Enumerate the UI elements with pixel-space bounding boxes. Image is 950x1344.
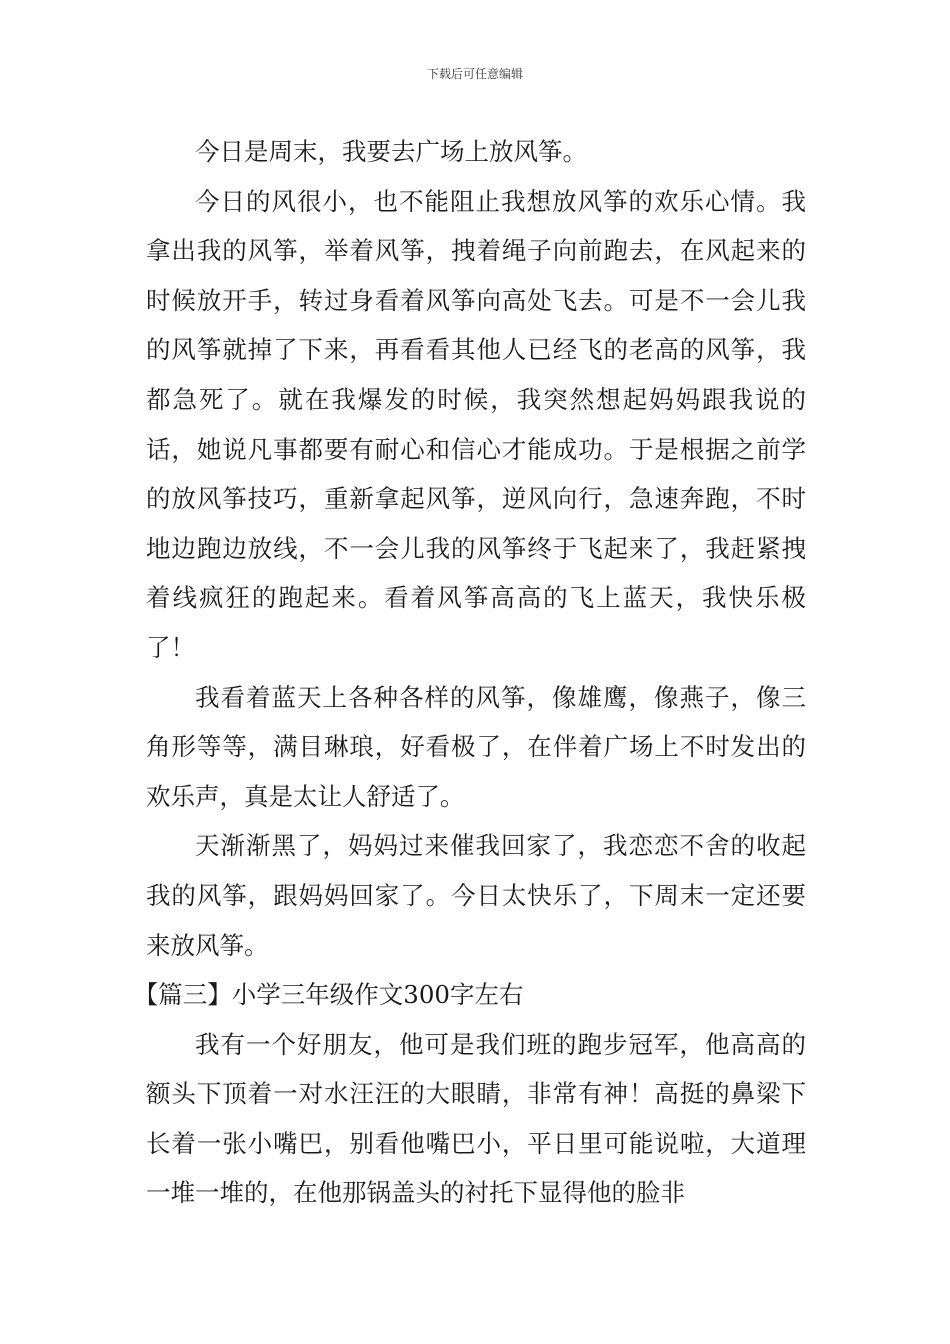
paragraph-4: 天渐渐黑了，妈妈过来催我回家了，我恋恋不舍的收起我的风筝，跟妈妈回家了。今日太快乐了，下周末一定还要来放风筝。	[146, 831, 806, 960]
section-heading: 【篇三】小学三年级作文300字左右	[133, 980, 524, 1010]
paragraph-2: 今日的风很小，也不能阻止我想放风筝的欢乐心情。我拿出我的风筝，举着风筝，拽着绳子向前跑去，在风起来的时候放开手，转过身看着风筝向高处飞去。可是不一会儿我的风筝就掉了下来，再看看其他人已经飞的老高的风筝，我都急死了。就在我爆发的时候，我突然想起妈妈跟我说的话，她说凡事都要有耐心和信心才能成功。于是根据之前学的放风筝技巧，重新拿起风筝，逆风向行，急速奔跑，不时地边跑边放线，不一会儿我的风筝终于飞起来了，我赶紧拽着线疯狂的跑起来。看着风筝高高的飞上蓝天，我快乐极了！	[146, 186, 806, 662]
section-paragraph-1: 我有一个好朋友，他可是我们班的跑步冠军，他高高的额头下顶着一对水汪汪的大眼睛，非常有神！高挺的鼻梁下长着一张小嘴巴，别看他嘴巴小，平日里可能说啦，大道理一堆一堆的，在他那锅盖头的衬托下显得他的脸非	[146, 1029, 806, 1208]
paragraph-1: 今日是周末，我要去广场上放风筝。	[195, 137, 587, 166]
paragraph-3: 我看着蓝天上各种各样的风筝，像雄鹰，像燕子，像三角形等等，满目琳琅，好看极了，在伴着广场上不时发出的欢乐声，真是太让人舒适了。	[146, 682, 806, 811]
document-body	[133, 127, 806, 1218]
page-header: 下载后可任意编辑	[426, 67, 523, 81]
